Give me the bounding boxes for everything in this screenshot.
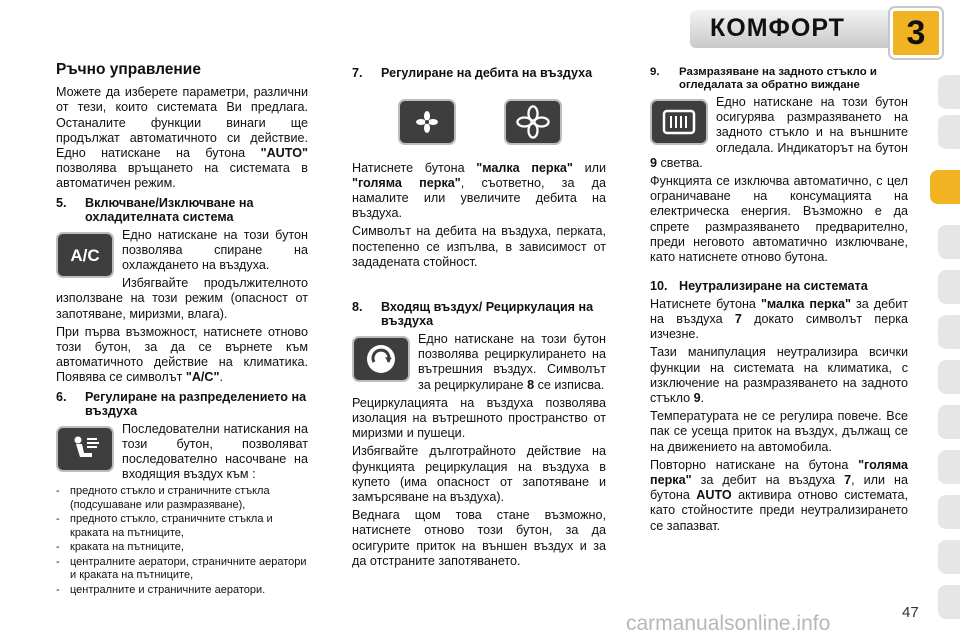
column-3 bbox=[650, 62, 908, 537]
section-5-text-1: Едно натискане на този бутон позволява спиране на охлаждането на въздуха. bbox=[122, 227, 308, 273]
list-item: - централните аератори, страничните аератори и краката на пътниците, bbox=[56, 556, 308, 583]
section-10-title: 10. Неутрализиране на системата bbox=[650, 279, 868, 294]
recirculation-icon bbox=[352, 336, 410, 382]
rear-defrost-icon bbox=[650, 99, 708, 145]
chapter-tab[interactable] bbox=[938, 315, 960, 349]
section-9-title: 9. Размразяване на задното стъкло и огледалата за обратно виждане bbox=[650, 66, 877, 91]
page-title: КОМФОРТ bbox=[710, 14, 845, 42]
list-item: - централните и страничните аератори. bbox=[56, 584, 308, 598]
chapter-tab[interactable] bbox=[938, 585, 960, 619]
list-item: - предното стъкло, страничните стъкла и краката на пътниците, bbox=[56, 513, 308, 540]
section-5-text-2: Избягвайте продължителното използване на този режим (опасност от запотяване, миризми, влага). bbox=[56, 276, 308, 321]
chapter-tab[interactable] bbox=[938, 225, 960, 259]
distribution-list bbox=[56, 485, 308, 597]
chapter-tab[interactable] bbox=[938, 405, 960, 439]
section-6-text: Последователни натискания на този бутон, позволяват последователно насочване на входящия въздух към : bbox=[122, 421, 308, 482]
chapter-tab[interactable] bbox=[938, 75, 960, 109]
large-fan-icon bbox=[504, 99, 562, 145]
section-6-title: 6. Регулиране на разпределението на въздуха bbox=[56, 389, 307, 419]
header-bar bbox=[0, 0, 960, 52]
section-10-text-1: Натиснете бутона "малка перка" за дебит на въздуха 7 докато символът перка изчезне. bbox=[650, 296, 908, 342]
section-9-text-2: Функцията се изключва автоматично, с цел ограничаване на консумацията на електрическа енергия. Възможно е да спрете размразяването предварително, преди неговото автоматично изключване, като натиснете отново бутона. bbox=[650, 174, 908, 265]
section-8-text-2: Рециркулацията на въздуха позволява изолация на вътрешното пространство от миризми и пушеци. bbox=[352, 395, 606, 441]
section-5-text-3: При първа възможност, натиснете отново този бутон, за да се върнете към автоматичното действие на климатика. Появява се символът "A/C". bbox=[56, 324, 308, 385]
section-10-text-3: Температурата не се регулира повече. Все пак се усеща приток на въздух, дължащ се на движението на автомобила. bbox=[650, 409, 908, 454]
chapter-tab-active[interactable] bbox=[930, 170, 960, 204]
section-5-title: 5. Включване/Изключване на охладителната система bbox=[56, 195, 254, 225]
list-item: - предното стъкло и страничните стъкла (подсушаване или размразяване), bbox=[56, 485, 308, 512]
watermark: carmanualsonline.info bbox=[626, 612, 831, 635]
section-9-text-1: Едно натискане на този бутон осигурява размразяването на задното стъкло и на външните огледала. Индикаторът на бутон 9 светва. bbox=[650, 95, 908, 170]
intro-paragraph: Можете да изберете параметри, различни от тези, които системата Ви предлага. Останалите функции винаги ще продължат автоматичното си действие. Едно натискане на бутона "AUTO" позволява връщането на системата в автоматичен режим. bbox=[56, 85, 308, 191]
ac-icon bbox=[56, 232, 114, 278]
chapter-tab[interactable] bbox=[938, 270, 960, 304]
section-7-text-2: Символът на дебита на въздуха, перката, постепенно се изпълва, в зависимост от зададената стойност. bbox=[352, 224, 606, 269]
chapter-tab[interactable] bbox=[938, 450, 960, 484]
fan-icons bbox=[398, 99, 606, 145]
section-8-text-4: Веднага щом това стане възможно, натиснете отново този бутон, за да осигурите приток на външен въздух и за да отстраните запотяването. bbox=[352, 508, 606, 568]
chapter-tab[interactable] bbox=[938, 115, 960, 149]
section-7-text-1: Натиснете бутона "малка перка" или "голяма перка", съответно, за да намалите или увеличите дебита на въздуха. bbox=[352, 160, 607, 221]
section-heading: Ръчно управление bbox=[56, 61, 201, 78]
section-7-title: 7. Регулиране на дебита на въздуха bbox=[352, 66, 593, 80]
list-item: - краката на пътниците, bbox=[56, 541, 308, 555]
svg-text:A/C: A/C bbox=[70, 245, 100, 265]
air-distribution-icon bbox=[56, 426, 114, 472]
chapter-tabs bbox=[938, 55, 960, 640]
chapter-tab[interactable] bbox=[938, 495, 960, 529]
column-1 bbox=[56, 62, 308, 598]
chapter-tab[interactable] bbox=[938, 360, 960, 394]
section-10-text-4: Повторно натискане на бутона "голяма перка" за дебит на въздуха 7, или на бутона AUTO активира отново системата, като стойностите преди неутрализирането се запазват. bbox=[650, 457, 908, 533]
section-8-title: 8. Входящ въздух/ Рециркулация на въздуха bbox=[352, 299, 594, 329]
section-8-text-1: Едно натискане на този бутон позволява рециркулирането на вътрешния въздух. Символът за рециркулиране 8 се изписва. bbox=[418, 331, 606, 392]
chapter-badge: 3 bbox=[890, 8, 942, 58]
section-10-text-2: Тази манипулация неутрализира всички функции на системата на климатика, с изключение на размразяването на задното стъкло 9. bbox=[650, 345, 908, 405]
small-fan-icon bbox=[398, 99, 456, 145]
chapter-tab[interactable] bbox=[938, 540, 960, 574]
page-number: 47 bbox=[902, 604, 919, 621]
column-2 bbox=[352, 62, 606, 572]
section-8-text-3: Избягвайте дълготрайното действие на функцията рециркулация на въздуха в купето (има опасност от запотяване и замърсяване на въздуха). bbox=[352, 444, 606, 504]
